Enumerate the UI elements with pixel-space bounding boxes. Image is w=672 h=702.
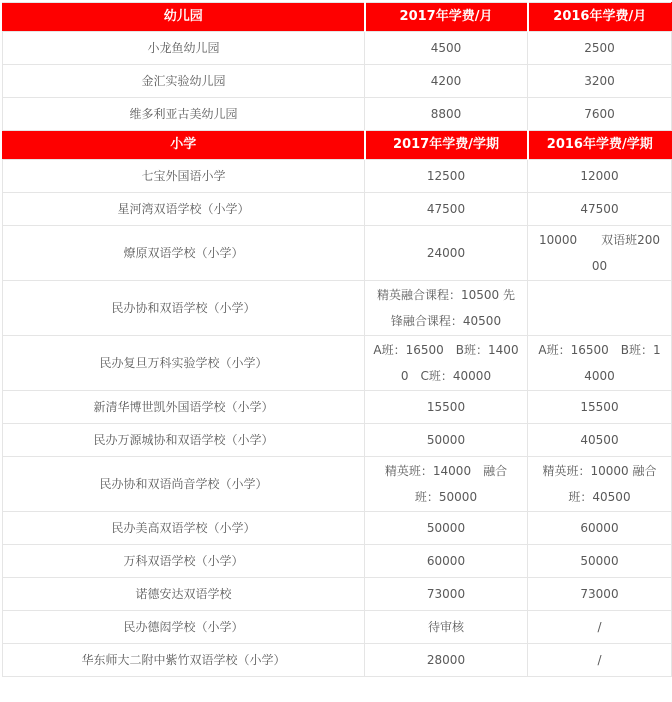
column-header-2017: 2017年学费/月 bbox=[365, 3, 528, 32]
section-title: 小学 bbox=[3, 131, 365, 160]
school-name-cell: 民办协和双语尚音学校（小学） bbox=[3, 457, 365, 512]
table-row bbox=[3, 281, 672, 336]
fee-2017-cell: 73000 bbox=[365, 578, 528, 611]
table-row bbox=[3, 160, 672, 193]
school-name-cell: 民办复旦万科实验学校（小学） bbox=[3, 336, 365, 391]
fee-2017-cell: 4500 bbox=[365, 32, 528, 65]
section-title: 幼儿园 bbox=[3, 3, 365, 32]
fee-2017-cell: 4200 bbox=[365, 65, 528, 98]
fee-2017-cell: 28000 bbox=[365, 644, 528, 677]
fee-2016-cell: 15500 bbox=[528, 391, 672, 424]
section-header-row bbox=[3, 131, 672, 160]
fee-2016-cell: 7600 bbox=[528, 98, 672, 131]
school-name-cell: 万科双语学校（小学） bbox=[3, 545, 365, 578]
table-body bbox=[3, 3, 672, 677]
fee-2017-cell: A班：16500 B班：14000 C班：40000 bbox=[365, 336, 528, 391]
table-row bbox=[3, 545, 672, 578]
school-name-cell: 民办协和双语学校（小学） bbox=[3, 281, 365, 336]
fee-2016-cell: 10000 双语班20000 bbox=[528, 226, 672, 281]
fee-2017-cell: 12500 bbox=[365, 160, 528, 193]
column-header-2016: 2016年学费/学期 bbox=[528, 131, 672, 160]
fee-2017-cell: 待审核 bbox=[365, 611, 528, 644]
school-name-cell: 金汇实验幼儿园 bbox=[3, 65, 365, 98]
school-name-cell: 七宝外国语小学 bbox=[3, 160, 365, 193]
table-row bbox=[3, 193, 672, 226]
school-name-cell: 星河湾双语学校（小学） bbox=[3, 193, 365, 226]
school-name-cell: 诺德安达双语学校 bbox=[3, 578, 365, 611]
fee-2016-cell: 50000 bbox=[528, 545, 672, 578]
school-name-cell: 维多利亚古美幼儿园 bbox=[3, 98, 365, 131]
fee-2016-cell: / bbox=[528, 644, 672, 677]
fee-2016-cell: 40500 bbox=[528, 424, 672, 457]
fee-2017-cell: 精英融合课程：10500 先锋融合课程：40500 bbox=[365, 281, 528, 336]
table-row bbox=[3, 424, 672, 457]
fee-2016-cell: 精英班：10000 融合班：40500 bbox=[528, 457, 672, 512]
fee-2016-cell: 60000 bbox=[528, 512, 672, 545]
school-name-cell: 民办万源城协和双语学校（小学） bbox=[3, 424, 365, 457]
table-row bbox=[3, 336, 672, 391]
tuition-table bbox=[2, 2, 672, 677]
fee-2017-cell: 24000 bbox=[365, 226, 528, 281]
fee-2017-cell: 50000 bbox=[365, 424, 528, 457]
table-row bbox=[3, 644, 672, 677]
fee-2017-cell: 8800 bbox=[365, 98, 528, 131]
fee-2017-cell: 50000 bbox=[365, 512, 528, 545]
table-row bbox=[3, 578, 672, 611]
table-row bbox=[3, 611, 672, 644]
school-name-cell: 新清华博世凯外国语学校（小学） bbox=[3, 391, 365, 424]
section-header-row bbox=[3, 3, 672, 32]
school-name-cell: 民办德闳学校（小学） bbox=[3, 611, 365, 644]
fee-2016-cell: 3200 bbox=[528, 65, 672, 98]
fee-2017-cell: 15500 bbox=[365, 391, 528, 424]
table-row bbox=[3, 32, 672, 65]
school-name-cell: 华东师大二附中紫竹双语学校（小学） bbox=[3, 644, 365, 677]
fee-2017-cell: 60000 bbox=[365, 545, 528, 578]
table-row bbox=[3, 391, 672, 424]
fee-2016-cell bbox=[528, 281, 672, 336]
table-row bbox=[3, 457, 672, 512]
fee-2016-cell: 2500 bbox=[528, 32, 672, 65]
fee-2016-cell: A班：16500 B班：14000 bbox=[528, 336, 672, 391]
table-row bbox=[3, 65, 672, 98]
fee-2016-cell: 12000 bbox=[528, 160, 672, 193]
fee-2016-cell: / bbox=[528, 611, 672, 644]
fee-2016-cell: 73000 bbox=[528, 578, 672, 611]
column-header-2016: 2016年学费/月 bbox=[528, 3, 672, 32]
fee-2017-cell: 47500 bbox=[365, 193, 528, 226]
table-row bbox=[3, 512, 672, 545]
column-header-2017: 2017年学费/学期 bbox=[365, 131, 528, 160]
school-name-cell: 民办美高双语学校（小学） bbox=[3, 512, 365, 545]
school-name-cell: 燎原双语学校（小学） bbox=[3, 226, 365, 281]
table-row bbox=[3, 226, 672, 281]
fee-2016-cell: 47500 bbox=[528, 193, 672, 226]
fee-2017-cell: 精英班：14000 融合班：50000 bbox=[365, 457, 528, 512]
table-row bbox=[3, 98, 672, 131]
school-name-cell: 小龙鱼幼儿园 bbox=[3, 32, 365, 65]
